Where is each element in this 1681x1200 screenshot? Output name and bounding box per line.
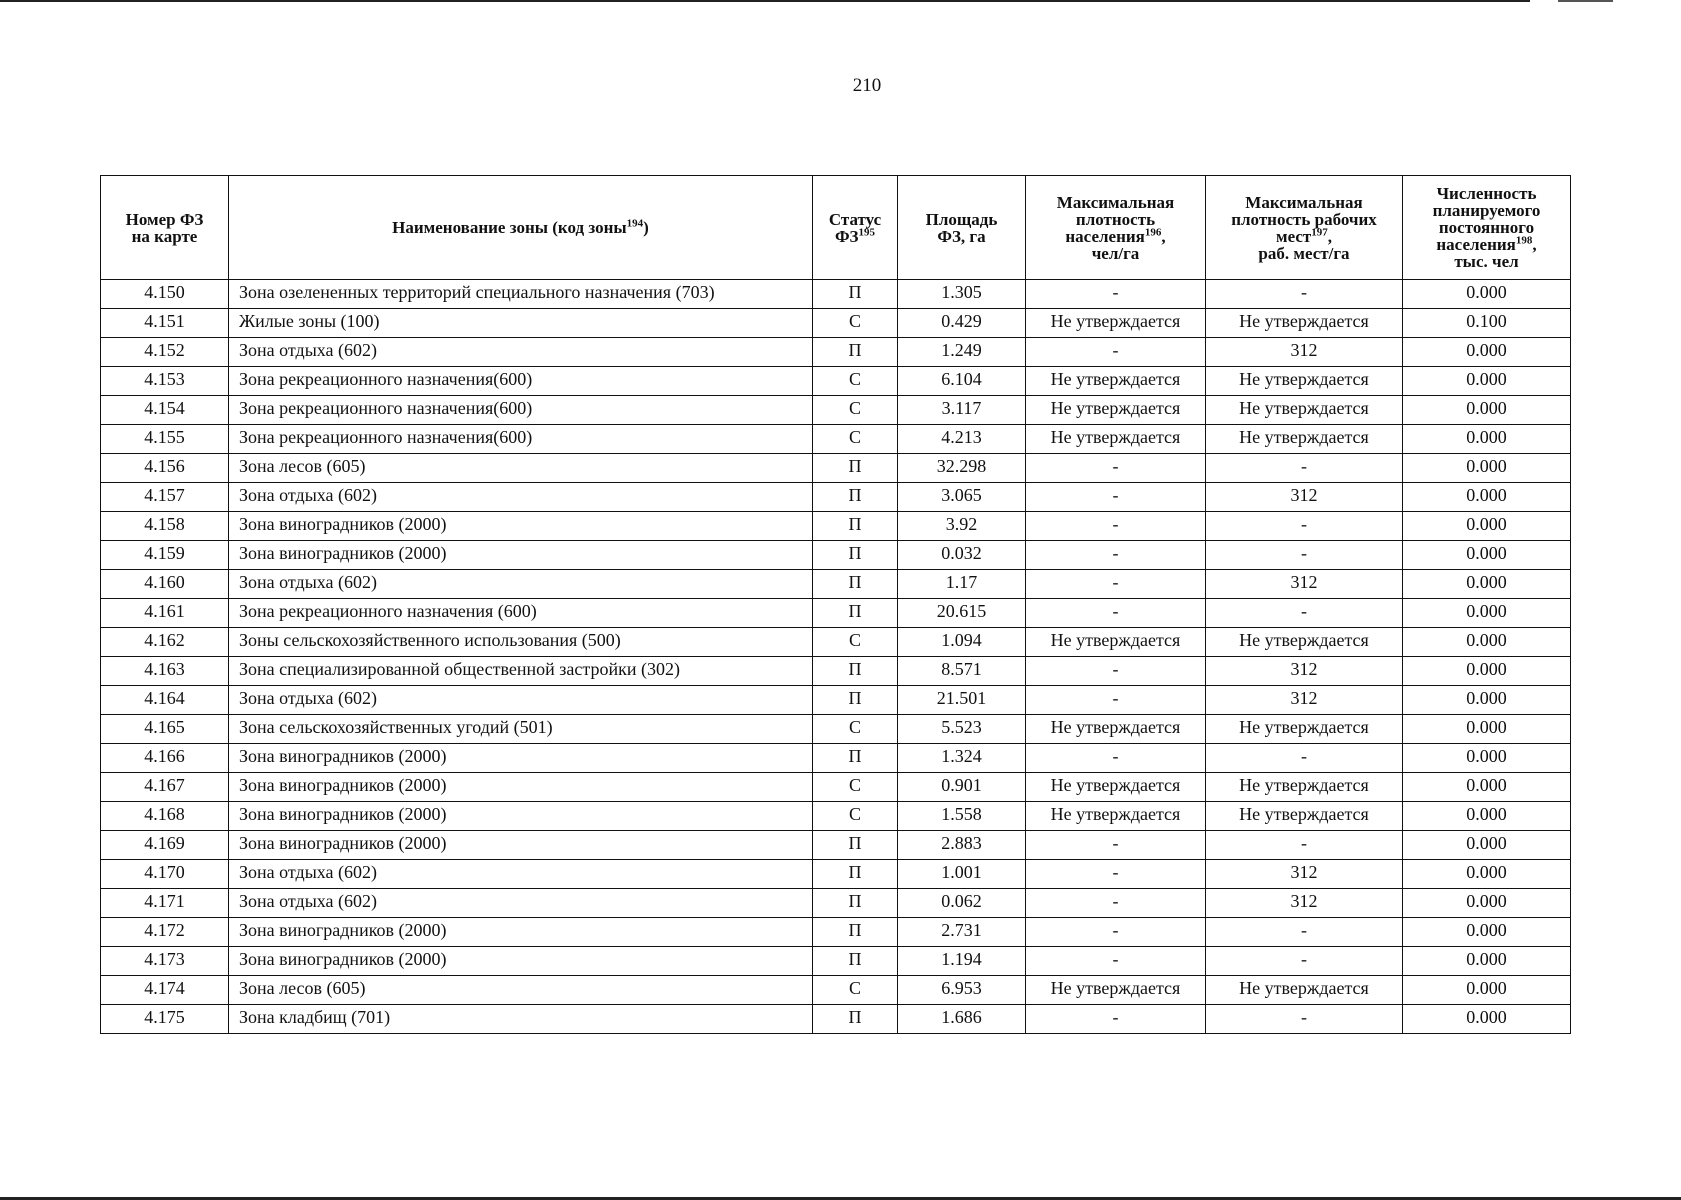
- planned-population-cell: 0.000: [1403, 628, 1571, 657]
- pop-density-cell: -: [1026, 454, 1206, 483]
- zone-name-cell: Зона отдыха (602): [229, 889, 813, 918]
- area-cell: 6.104: [898, 367, 1026, 396]
- planned-population-cell: 0.000: [1403, 425, 1571, 454]
- zone-name-cell: Зона виноградников (2000): [229, 831, 813, 860]
- zone-number-cell: 4.161: [101, 599, 229, 628]
- job-density-cell: Не утверждается: [1206, 773, 1403, 802]
- table-row: [101, 338, 1571, 367]
- zone-name-cell: Зона отдыха (602): [229, 483, 813, 512]
- table-row: [101, 309, 1571, 338]
- header-pop-density: Максимальная плотность населения$^{196}$, чел/га: [1026, 176, 1206, 280]
- table-header-row: [101, 176, 1571, 280]
- table-row: [101, 396, 1571, 425]
- pop-density-cell: Не утверждается: [1026, 309, 1206, 338]
- pop-density-cell: -: [1026, 889, 1206, 918]
- status-cell: П: [813, 1005, 898, 1034]
- job-density-cell: Не утверждается: [1206, 425, 1403, 454]
- job-density-cell: -: [1206, 918, 1403, 947]
- status-cell: С: [813, 773, 898, 802]
- planned-population-cell: 0.000: [1403, 599, 1571, 628]
- planned-population-cell: 0.000: [1403, 454, 1571, 483]
- zone-number-cell: 4.172: [101, 918, 229, 947]
- zone-number-cell: 4.162: [101, 628, 229, 657]
- status-cell: П: [813, 947, 898, 976]
- zone-number-cell: 4.153: [101, 367, 229, 396]
- zone-number-cell: 4.170: [101, 860, 229, 889]
- status-cell: П: [813, 541, 898, 570]
- job-density-cell: -: [1206, 831, 1403, 860]
- zone-number-cell: 4.160: [101, 570, 229, 599]
- header-zone-number: Номер ФЗ на карте: [101, 176, 229, 280]
- planned-population-cell: 0.000: [1403, 860, 1571, 889]
- job-density-cell: Не утверждается: [1206, 367, 1403, 396]
- zone-name-cell: Зона рекреационного назначения (600): [229, 599, 813, 628]
- zone-name-cell: Зона рекреационного назначения(600): [229, 396, 813, 425]
- planned-population-cell: 0.000: [1403, 367, 1571, 396]
- pop-density-cell: Не утверждается: [1026, 396, 1206, 425]
- zones-table: [100, 175, 1571, 1034]
- planned-population-cell: 0.000: [1403, 657, 1571, 686]
- zone-name-cell: Зона рекреационного назначения(600): [229, 425, 813, 454]
- status-cell: П: [813, 744, 898, 773]
- header-job-density: Максимальная плотность рабочих мест$^{197}$, раб. мест/га: [1206, 176, 1403, 280]
- area-cell: 1.194: [898, 947, 1026, 976]
- area-cell: 0.032: [898, 541, 1026, 570]
- job-density-cell: 312: [1206, 570, 1403, 599]
- area-cell: 0.062: [898, 889, 1026, 918]
- status-cell: П: [813, 280, 898, 309]
- area-cell: 1.305: [898, 280, 1026, 309]
- zone-name-cell: Зона виноградников (2000): [229, 773, 813, 802]
- zone-name-cell: Зона виноградников (2000): [229, 918, 813, 947]
- status-cell: П: [813, 918, 898, 947]
- job-density-cell: Не утверждается: [1206, 976, 1403, 1005]
- zone-number-cell: 4.154: [101, 396, 229, 425]
- area-cell: 4.213: [898, 425, 1026, 454]
- planned-population-cell: 0.000: [1403, 947, 1571, 976]
- status-cell: П: [813, 860, 898, 889]
- table-row: [101, 686, 1571, 715]
- job-density-cell: 312: [1206, 483, 1403, 512]
- table-row: [101, 599, 1571, 628]
- zone-number-cell: 4.156: [101, 454, 229, 483]
- pop-density-cell: -: [1026, 1005, 1206, 1034]
- table-row: [101, 541, 1571, 570]
- status-cell: С: [813, 367, 898, 396]
- zone-number-cell: 4.151: [101, 309, 229, 338]
- area-cell: 5.523: [898, 715, 1026, 744]
- job-density-cell: 312: [1206, 889, 1403, 918]
- area-cell: 0.429: [898, 309, 1026, 338]
- page-number: 210: [852, 75, 882, 96]
- table-row: [101, 918, 1571, 947]
- job-density-cell: Не утверждается: [1206, 396, 1403, 425]
- zone-name-cell: Зоны сельскохозяйственного использования (500): [229, 628, 813, 657]
- zone-name-cell: Зона отдыха (602): [229, 338, 813, 367]
- pop-density-cell: Не утверждается: [1026, 425, 1206, 454]
- pop-density-cell: -: [1026, 512, 1206, 541]
- job-density-cell: Не утверждается: [1206, 309, 1403, 338]
- table-row: [101, 280, 1571, 309]
- pop-density-cell: -: [1026, 570, 1206, 599]
- table-row: [101, 802, 1571, 831]
- zone-number-cell: 4.152: [101, 338, 229, 367]
- area-cell: 6.953: [898, 976, 1026, 1005]
- table-row: [101, 367, 1571, 396]
- pop-density-cell: -: [1026, 947, 1206, 976]
- table-row: [101, 425, 1571, 454]
- zone-name-cell: Зона рекреационного назначения(600): [229, 367, 813, 396]
- zone-number-cell: 4.167: [101, 773, 229, 802]
- status-cell: П: [813, 483, 898, 512]
- planned-population-cell: 0.000: [1403, 541, 1571, 570]
- top-scan-rule: [0, 0, 1530, 2]
- job-density-cell: -: [1206, 744, 1403, 773]
- planned-population-cell: 0.000: [1403, 396, 1571, 425]
- planned-population-cell: 0.000: [1403, 715, 1571, 744]
- pop-density-cell: -: [1026, 483, 1206, 512]
- pop-density-cell: -: [1026, 686, 1206, 715]
- job-density-cell: -: [1206, 512, 1403, 541]
- status-cell: П: [813, 512, 898, 541]
- area-cell: 32.298: [898, 454, 1026, 483]
- pop-density-cell: Не утверждается: [1026, 802, 1206, 831]
- planned-population-cell: 0.000: [1403, 483, 1571, 512]
- area-cell: 20.615: [898, 599, 1026, 628]
- table-row: [101, 1005, 1571, 1034]
- status-cell: С: [813, 976, 898, 1005]
- zone-name-cell: Зона виноградников (2000): [229, 802, 813, 831]
- status-cell: П: [813, 570, 898, 599]
- zone-name-cell: Зона кладбищ (701): [229, 1005, 813, 1034]
- job-density-cell: -: [1206, 599, 1403, 628]
- area-cell: 1.324: [898, 744, 1026, 773]
- job-density-cell: 312: [1206, 860, 1403, 889]
- zone-name-cell: Зона виноградников (2000): [229, 541, 813, 570]
- zone-name-cell: Зона отдыха (602): [229, 860, 813, 889]
- job-density-cell: Не утверждается: [1206, 802, 1403, 831]
- status-cell: П: [813, 599, 898, 628]
- zone-name-cell: Жилые зоны (100): [229, 309, 813, 338]
- pop-density-cell: Не утверждается: [1026, 628, 1206, 657]
- area-cell: 8.571: [898, 657, 1026, 686]
- planned-population-cell: 0.000: [1403, 773, 1571, 802]
- zone-name-cell: Зона сельскохозяйственных угодий (501): [229, 715, 813, 744]
- area-cell: 1.686: [898, 1005, 1026, 1034]
- job-density-cell: -: [1206, 947, 1403, 976]
- area-cell: 3.065: [898, 483, 1026, 512]
- planned-population-cell: 0.000: [1403, 889, 1571, 918]
- table-row: [101, 512, 1571, 541]
- table-row: [101, 454, 1571, 483]
- planned-population-cell: 0.000: [1403, 744, 1571, 773]
- area-cell: 3.92: [898, 512, 1026, 541]
- planned-population-cell: 0.000: [1403, 570, 1571, 599]
- area-cell: 2.731: [898, 918, 1026, 947]
- zone-number-cell: 4.159: [101, 541, 229, 570]
- pop-density-cell: Не утверждается: [1026, 715, 1206, 744]
- job-density-cell: 312: [1206, 686, 1403, 715]
- pop-density-cell: Не утверждается: [1026, 773, 1206, 802]
- zone-name-cell: Зона виноградников (2000): [229, 512, 813, 541]
- status-cell: С: [813, 309, 898, 338]
- status-cell: П: [813, 657, 898, 686]
- table-row: [101, 976, 1571, 1005]
- area-cell: 3.117: [898, 396, 1026, 425]
- zone-number-cell: 4.165: [101, 715, 229, 744]
- planned-population-cell: 0.000: [1403, 802, 1571, 831]
- status-cell: П: [813, 831, 898, 860]
- area-cell: 1.094: [898, 628, 1026, 657]
- table-row: [101, 715, 1571, 744]
- zone-name-cell: Зона виноградников (2000): [229, 744, 813, 773]
- status-cell: С: [813, 628, 898, 657]
- zone-number-cell: 4.150: [101, 280, 229, 309]
- area-cell: 1.558: [898, 802, 1026, 831]
- header-status: Статус ФЗ$^{195}$: [813, 176, 898, 280]
- area-cell: 1.249: [898, 338, 1026, 367]
- area-cell: 1.17: [898, 570, 1026, 599]
- table-row: [101, 773, 1571, 802]
- planned-population-cell: 0.000: [1403, 338, 1571, 367]
- pop-density-cell: -: [1026, 918, 1206, 947]
- table-row: [101, 628, 1571, 657]
- planned-population-cell: 0.000: [1403, 918, 1571, 947]
- table-row: [101, 860, 1571, 889]
- table-row: [101, 570, 1571, 599]
- zone-number-cell: 4.163: [101, 657, 229, 686]
- area-cell: 2.883: [898, 831, 1026, 860]
- pop-density-cell: -: [1026, 541, 1206, 570]
- pop-density-cell: -: [1026, 744, 1206, 773]
- planned-population-cell: 0.100: [1403, 309, 1571, 338]
- pop-density-cell: -: [1026, 657, 1206, 686]
- table-row: [101, 889, 1571, 918]
- planned-population-cell: 0.000: [1403, 280, 1571, 309]
- job-density-cell: -: [1206, 280, 1403, 309]
- zone-number-cell: 4.166: [101, 744, 229, 773]
- area-cell: 0.901: [898, 773, 1026, 802]
- table-row: [101, 947, 1571, 976]
- table-row: [101, 483, 1571, 512]
- status-cell: П: [813, 454, 898, 483]
- planned-population-cell: 0.000: [1403, 512, 1571, 541]
- job-density-cell: Не утверждается: [1206, 628, 1403, 657]
- job-density-cell: Не утверждается: [1206, 715, 1403, 744]
- zone-name-cell: Зона специализированной общественной застройки (302): [229, 657, 813, 686]
- pop-density-cell: -: [1026, 860, 1206, 889]
- table-row: [101, 657, 1571, 686]
- zone-name-cell: Зона виноградников (2000): [229, 947, 813, 976]
- zone-number-cell: 4.173: [101, 947, 229, 976]
- zone-name-cell: Зона отдыха (602): [229, 686, 813, 715]
- area-cell: 21.501: [898, 686, 1026, 715]
- header-area: Площадь ФЗ, га: [898, 176, 1026, 280]
- zone-number-cell: 4.169: [101, 831, 229, 860]
- zone-name-cell: Зона лесов (605): [229, 976, 813, 1005]
- pop-density-cell: -: [1026, 338, 1206, 367]
- zone-number-cell: 4.171: [101, 889, 229, 918]
- pop-density-cell: Не утверждается: [1026, 367, 1206, 396]
- status-cell: П: [813, 686, 898, 715]
- status-cell: С: [813, 802, 898, 831]
- zone-number-cell: 4.164: [101, 686, 229, 715]
- pop-density-cell: -: [1026, 831, 1206, 860]
- top-scan-rule-right: [1558, 0, 1613, 2]
- zone-number-cell: 4.175: [101, 1005, 229, 1034]
- planned-population-cell: 0.000: [1403, 831, 1571, 860]
- header-planned-population: Численность планируемого постоянного населения$^{198}$, тыс. чел: [1403, 176, 1571, 280]
- job-density-cell: 312: [1206, 657, 1403, 686]
- planned-population-cell: 0.000: [1403, 976, 1571, 1005]
- job-density-cell: 312: [1206, 338, 1403, 367]
- job-density-cell: -: [1206, 454, 1403, 483]
- zone-number-cell: 4.174: [101, 976, 229, 1005]
- job-density-cell: -: [1206, 1005, 1403, 1034]
- zone-number-cell: 4.158: [101, 512, 229, 541]
- table-row: [101, 831, 1571, 860]
- pop-density-cell: Не утверждается: [1026, 976, 1206, 1005]
- status-cell: С: [813, 715, 898, 744]
- status-cell: П: [813, 889, 898, 918]
- zone-name-cell: Зона отдыха (602): [229, 570, 813, 599]
- status-cell: С: [813, 396, 898, 425]
- header-zone-name: Наименование зоны (код зоны$^{194}$): [229, 176, 813, 280]
- planned-population-cell: 0.000: [1403, 686, 1571, 715]
- zone-number-cell: 4.168: [101, 802, 229, 831]
- zone-number-cell: 4.157: [101, 483, 229, 512]
- area-cell: 1.001: [898, 860, 1026, 889]
- planned-population-cell: 0.000: [1403, 1005, 1571, 1034]
- status-cell: С: [813, 425, 898, 454]
- status-cell: П: [813, 338, 898, 367]
- pop-density-cell: -: [1026, 599, 1206, 628]
- zone-name-cell: Зона озелененных территорий специального назначения (703): [229, 280, 813, 309]
- job-density-cell: -: [1206, 541, 1403, 570]
- pop-density-cell: -: [1026, 280, 1206, 309]
- zone-number-cell: 4.155: [101, 425, 229, 454]
- zone-name-cell: Зона лесов (605): [229, 454, 813, 483]
- table-row: [101, 744, 1571, 773]
